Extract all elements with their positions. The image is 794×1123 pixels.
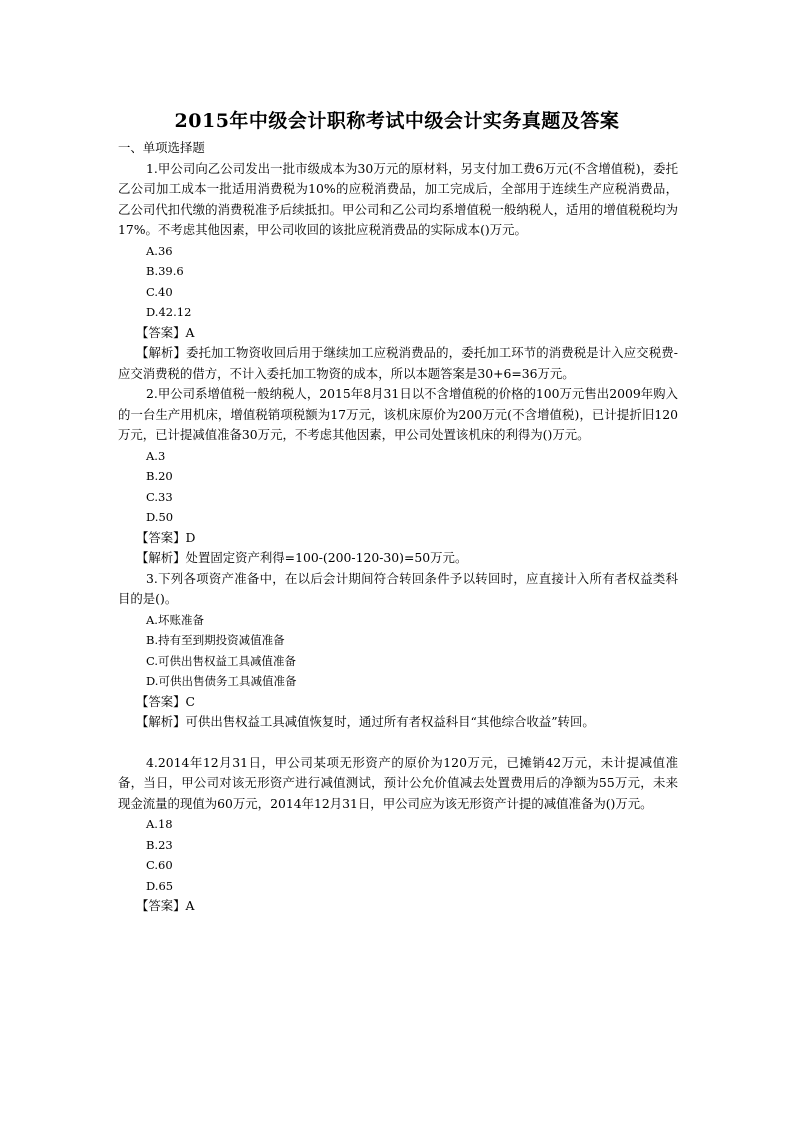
option-a: A.坏账准备 [146, 612, 204, 627]
option-d: D.50 [146, 510, 174, 524]
option-a: A.3 [146, 448, 166, 463]
analysis-text: 【解析】委托加工物资收回后用于继续加工应税消费品的，委托加工环节的消费税是计入应交税费-应交消费税的借方，不计入委托加工物资的成本，所以本题答案是30+6=36万元。 [118, 345, 678, 381]
paragraph-gap [118, 733, 678, 753]
option-d: D.42.12 [146, 305, 192, 319]
answer-label: 【答案】D [136, 529, 196, 545]
analysis-text: 【解析】处置固定资产利得=100-(200-120-30)=50万元。 [136, 550, 468, 565]
option-b: B.持有至到期投资减值准备 [146, 633, 285, 647]
question-stem: 3.下列各项资产准备中，在以后会计期间符合转回条件予以转回时，应直接计入所有者权益类科目的是()。 [118, 570, 678, 606]
option-c: C.可供出售权益工具减值准备 [146, 653, 297, 668]
option-b: B.20 [146, 469, 173, 483]
option-c: C.33 [146, 489, 173, 504]
option-b: B.23 [146, 837, 173, 852]
question-2 [118, 384, 678, 569]
question-3 [118, 569, 678, 733]
question-stem: 1.甲公司向乙公司发出一批市级成本为30万元的原材料，另支付加工费6万元(不含增值税)，委托乙公司加工成本一批适用消费税为10%的应税消费品，加工完成后，全部用于连续生产应税消费品，乙公司代扣代缴的消费税准予后续抵扣。甲公司和乙公司均系增值税一般纳税人，适用的增值税税均为17%。不考虑其他因素，甲公司收回的该批应税消费品的实际成本()万元。 [118, 160, 678, 237]
option-c: C.40 [146, 284, 173, 299]
analysis-text: 【解析】可供出售权益工具减值恢复时，通过所有者权益科目“其他综合收益”转回。 [136, 714, 595, 729]
option-d: D.可供出售债务工具减值准备 [146, 674, 297, 688]
answer-label: 【答案】A [136, 898, 195, 913]
option-d: D.65 [146, 878, 174, 893]
question-stem: 4.2014年12月31日，甲公司某项无形资产的原价为120万元，已摊销42万元，未计提减值准备，当日，甲公司对该无形资产进行减值测试，预计公允价值减去处置费用后的净额为55万元，未来现金流量的现值为60万元，2014年12月31日，甲公司应为该无形资产计提的减值准备为()万元。 [118, 754, 678, 811]
answer-label: 【答案】C [136, 693, 196, 709]
question-4 [118, 753, 678, 917]
question-1 [118, 159, 678, 385]
document-title: 2015年中级会计职称考试中级会计实务真题及答案 [174, 110, 620, 132]
option-a: A.36 [146, 243, 173, 258]
question-stem: 2.甲公司系增值税一般纳税人，2015年8月31日以不含增值税的价格的100万元售出2009年购入的一台生产用机床，增值税销项税额为17万元，该机床原价为200万元(不含增值税)，已计提折旧120万元，已计提减值准备30万元，不考虑其他因素，甲公司处置该机床的利得为()万元。 [118, 386, 678, 442]
section-heading: 一、单项选择题 [118, 140, 205, 155]
option-c: C.60 [146, 858, 173, 872]
answer-label: 【答案】A [136, 324, 195, 340]
document-body [118, 138, 678, 917]
option-a: A.18 [146, 817, 173, 831]
option-b: B.39.6 [146, 264, 184, 278]
